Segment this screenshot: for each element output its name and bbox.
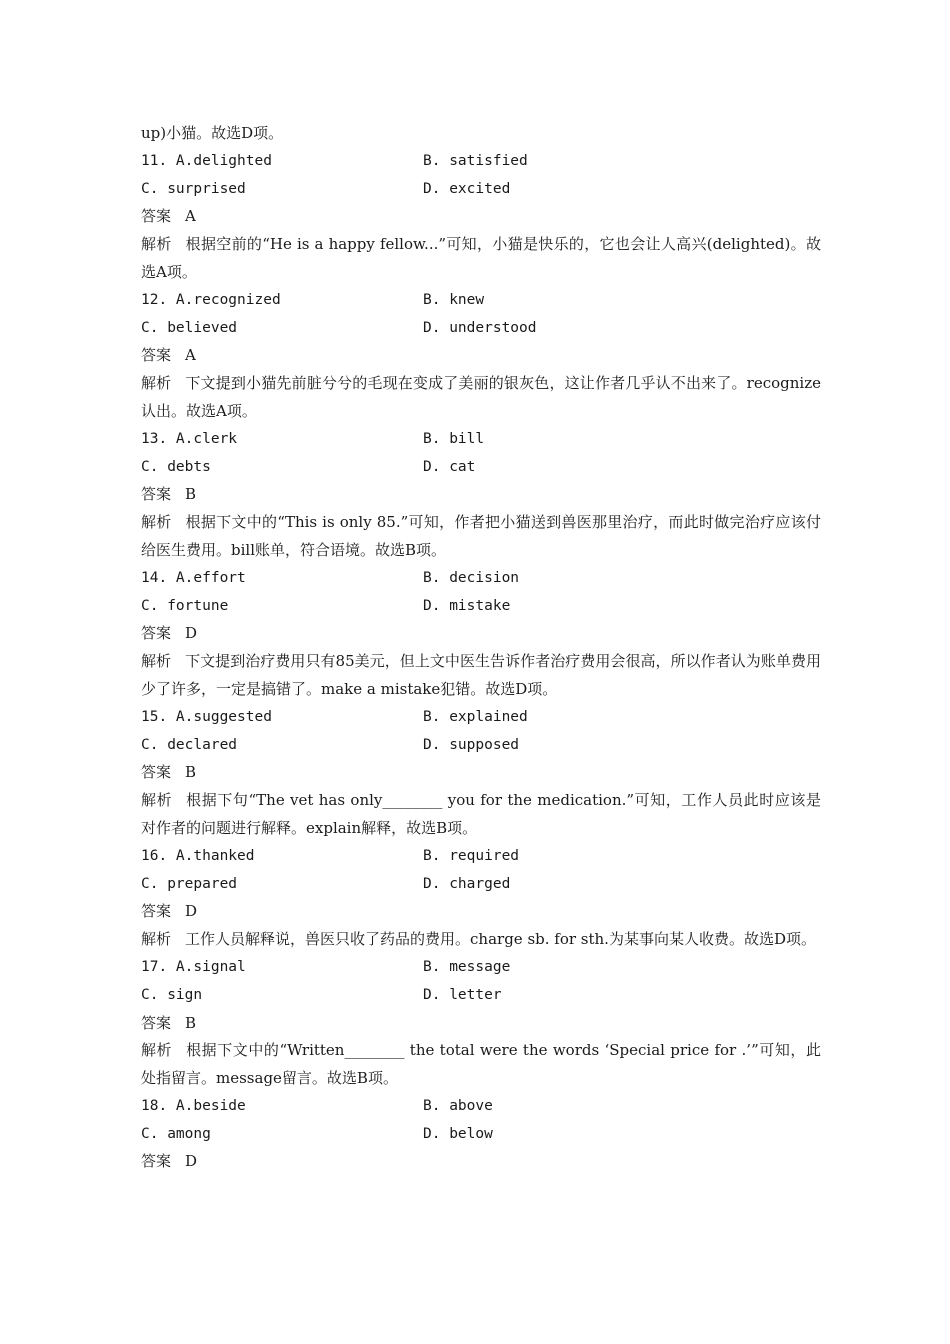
explanation-label: 解析	[141, 652, 172, 671]
option-a: 15. A.suggested	[141, 708, 272, 725]
option-a: 17. A.signal	[141, 958, 246, 975]
option-d: D. below	[423, 1125, 493, 1142]
option-a: 13. A.clerk	[141, 430, 238, 447]
answer-line	[141, 620, 821, 648]
options-row	[141, 287, 821, 315]
options-row	[141, 1093, 821, 1121]
option-b: B. satisfied	[423, 152, 528, 169]
explanation-paragraph	[141, 231, 821, 287]
explanation-label: 解析	[141, 791, 173, 810]
explanation-text: 根据空前的“He is a happy fellow...”可知，小猫是快乐的，它也会让人高兴(delighted)。故选A项。	[141, 235, 821, 281]
answer-line	[141, 203, 821, 231]
answer-value: D	[185, 902, 198, 921]
explanation-label: 解析	[141, 930, 172, 949]
options-row	[141, 148, 821, 176]
explanation-text: 根据下文中的“This is only 85.”可知，作者把小猫送到兽医那里治疗，而此时做完治疗应该付给医生费用。bill账单，符合语境。故选B项。	[141, 513, 821, 559]
option-b: B. above	[423, 1097, 493, 1114]
option-b: B. bill	[423, 430, 485, 447]
option-b: B. required	[423, 847, 520, 864]
option-c: C. debts	[141, 458, 211, 475]
answer-line	[141, 898, 821, 926]
option-a: 16. A.thanked	[141, 847, 255, 864]
options-row	[141, 982, 821, 1010]
explanation-text: 根据下句“The vet has only________ you for the medication.”可知，工作人员此时应该是对作者的问题进行解释。explain解释，故选B项。	[141, 791, 821, 837]
option-a: 11. A.delighted	[141, 152, 272, 169]
option-d: D. cat	[423, 458, 476, 475]
explanation-label: 解析	[141, 513, 172, 532]
option-d: D. charged	[423, 875, 511, 892]
explanation-label: 解析	[141, 374, 172, 393]
option-d: D. understood	[423, 319, 537, 336]
option-c: C. sign	[141, 986, 203, 1003]
options-row	[141, 843, 821, 871]
explanation-paragraph	[141, 926, 821, 954]
answer-line	[141, 1010, 821, 1038]
answer-line	[141, 1148, 821, 1176]
explanation-paragraph	[141, 648, 821, 704]
answer-label: 答案	[141, 763, 172, 782]
answer-line	[141, 759, 821, 787]
answer-key-content	[141, 120, 821, 1176]
answer-label: 答案	[141, 346, 172, 365]
options-row	[141, 315, 821, 343]
option-c: C. declared	[141, 736, 238, 753]
option-d: D. mistake	[423, 597, 511, 614]
option-d: D. supposed	[423, 736, 520, 753]
explanation-text: 下文提到治疗费用只有85美元，但上文中医生告诉作者治疗费用会很高，所以作者认为账单费用少了许多，一定是搞错了。make a mistake犯错。故选D项。	[141, 652, 821, 698]
answer-value: A	[185, 207, 196, 226]
option-b: B. message	[423, 958, 511, 975]
option-a: 14. A.effort	[141, 569, 246, 586]
option-b: B. explained	[423, 708, 528, 725]
options-row	[141, 426, 821, 454]
answer-value: D	[185, 1152, 198, 1171]
answer-label: 答案	[141, 485, 172, 504]
answer-value: D	[185, 624, 198, 643]
explanation-label: 解析	[141, 235, 172, 254]
answer-label: 答案	[141, 1013, 172, 1032]
option-b: B. decision	[423, 569, 520, 586]
options-row	[141, 454, 821, 482]
explanation-paragraph	[141, 509, 821, 565]
option-a: 18. A.beside	[141, 1097, 246, 1114]
option-c: C. prepared	[141, 875, 238, 892]
option-c: C. fortune	[141, 597, 229, 614]
option-c: C. among	[141, 1125, 211, 1142]
answer-label: 答案	[141, 1152, 172, 1171]
explanation-label: 解析	[141, 1041, 173, 1060]
answer-label: 答案	[141, 207, 172, 226]
options-row	[141, 954, 821, 982]
options-row	[141, 732, 821, 760]
option-a: 12. A.recognized	[141, 291, 281, 308]
explanation-paragraph	[141, 370, 821, 426]
options-row	[141, 871, 821, 899]
lead-line: up)小猫。故选D项。	[141, 124, 284, 142]
answer-value: A	[185, 346, 196, 365]
options-row	[141, 1121, 821, 1149]
explanation-text: 根据下文中的“Written________ the total were the words ‘Special price for .’”可知，此处指留言。message留言。故选B项。	[141, 1041, 821, 1088]
answer-line	[141, 342, 821, 370]
explanation-paragraph	[141, 787, 821, 843]
explanation-text: 下文提到小猫先前脏兮兮的毛现在变成了美丽的银灰色，这让作者几乎认不出来了。recognize认出。故选A项。	[141, 374, 821, 420]
option-d: D. excited	[423, 180, 511, 197]
option-b: B. knew	[423, 291, 485, 308]
answer-value: B	[185, 763, 197, 782]
option-d: D. letter	[423, 986, 502, 1003]
options-row	[141, 565, 821, 593]
explanation-text: 工作人员解释说，兽医只收了药品的费用。charge sb. for sth.为某事向某人收费。故选D项。	[185, 930, 816, 949]
answer-label: 答案	[141, 902, 172, 921]
option-c: C. believed	[141, 319, 238, 336]
explanation-paragraph	[141, 1037, 821, 1093]
option-c: C. surprised	[141, 180, 246, 197]
options-row	[141, 176, 821, 204]
answer-label: 答案	[141, 624, 172, 643]
answer-value: B	[185, 1013, 197, 1032]
options-row	[141, 593, 821, 621]
options-row	[141, 704, 821, 732]
answer-line	[141, 481, 821, 509]
answer-value: B	[185, 485, 197, 504]
